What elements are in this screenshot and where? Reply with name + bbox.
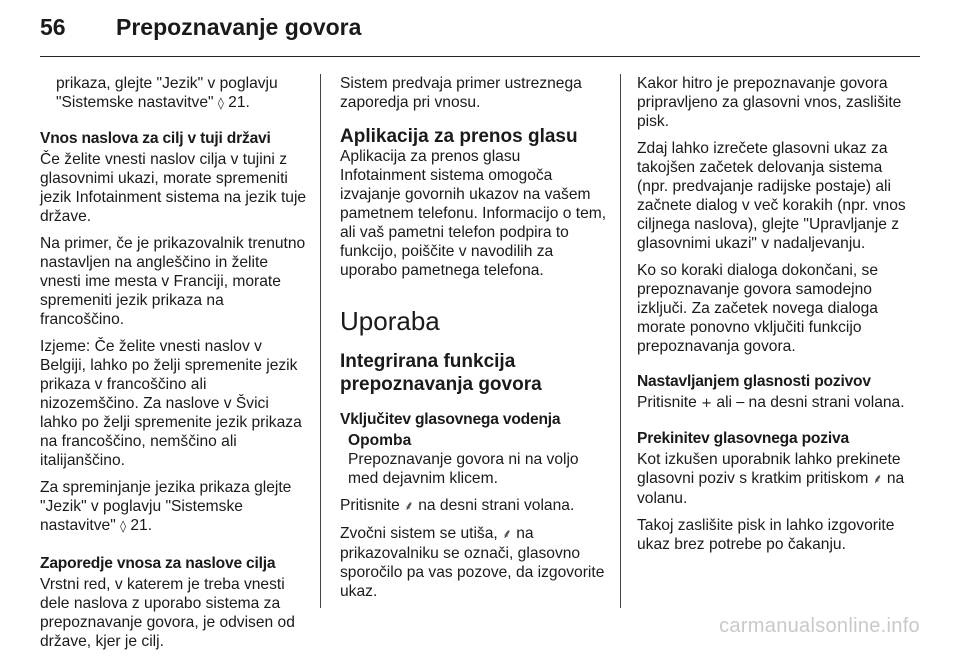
plus-icon: + bbox=[701, 396, 713, 411]
page-header bbox=[40, 14, 361, 48]
column-middle bbox=[340, 74, 608, 609]
page-title: Prepoznavanje govora bbox=[116, 14, 362, 40]
chapter-heading: Uporaba bbox=[340, 306, 440, 336]
reference-icon: ◊ bbox=[120, 519, 127, 533]
voice-control-icon: ⸙ bbox=[872, 472, 883, 487]
reference-icon: ◊ bbox=[217, 96, 224, 110]
paragraph: Na primer, če je prikazovalnik trenutno nastavljen na angleščino in želite vnesti ime mesta v Franciji, morate spremeniti jezik prikaza na francoščino. bbox=[40, 235, 306, 328]
section-heading: Prekinitev glasovnega poziva bbox=[637, 430, 849, 447]
paragraph: Kot izkušen uporabnik lahko prekinete glasovni poziv s kratkim pritiskom ⸙ na volanu. bbox=[637, 451, 905, 507]
section-heading: Zaporedje vnosa za naslove cilja bbox=[40, 555, 276, 572]
paragraph: Takoj zaslišite pisk in lahko izgovorite ukaz brez potrebe po čakanju. bbox=[637, 517, 895, 553]
paragraph: Za spreminjanje jezika prikaza glejte "Jezik" v poglavju "Sistemske nastavitve" ◊ 21. bbox=[40, 479, 292, 534]
minus-icon: ─ bbox=[736, 396, 745, 411]
voice-control-icon: ⸙ bbox=[502, 527, 512, 542]
paragraph: Vrstni red, v katerem je treba vnesti dele naslova z uporabo sistema za prepoznavanje govora, je odvisen od države, kjer je cilj. bbox=[40, 576, 295, 650]
exception-paragraph: Izjeme: Če želite vnesti naslov v Belgiji, lahko po želji spremenite jezik prikaza v francoščino ali nizozemščino. Za naslove v Švici lahko po želji spremenite jezik prikaza na francoščino, nemščino ali italijanščino. bbox=[40, 338, 302, 469]
note-body: Prepoznavanje govora ni na voljo med dejavnim klicem. bbox=[348, 451, 579, 487]
paragraph: Sistem predvaja primer ustreznega zaporedja pri vnosu. bbox=[340, 75, 582, 111]
column-right bbox=[637, 74, 909, 562]
paragraph: Aplikacija za prenos glasu Infotainment sistema omogoča izvajanje govornih ukazov na vašem pametnem telefonu. Informacijo o tem, ali vaš pametni telefon podpira to funkcijo, poiščite v navodilih za uporabo pametnega telefona. bbox=[340, 148, 607, 279]
section-heading: Integrirana funkcija prepoznavanja govora bbox=[340, 351, 542, 395]
column-divider bbox=[320, 74, 321, 608]
paragraph: Pritisnite + ali ─ na desni strani volana. bbox=[637, 394, 905, 411]
note-title: Opomba bbox=[348, 432, 412, 449]
section-heading: Aplikacija za prenos glasu bbox=[340, 126, 578, 147]
column-left bbox=[40, 74, 308, 659]
paragraph: Pritisnite ⸙ na desni strani volana. bbox=[340, 497, 575, 514]
watermark: carmanualsonline.info bbox=[719, 615, 920, 637]
page-number: 56 bbox=[40, 14, 66, 40]
section-heading: Nastavljanjem glasnosti pozivov bbox=[637, 373, 871, 390]
paragraph: Če želite vnesti naslov cilja v tujini z glasovnimi ukazi, morate spremeniti jezik Infotainment sistema na jezik tuje države. bbox=[40, 151, 307, 225]
paragraph: Ko so koraki dialoga dokončani, se prepoznavanje govora samodejno izključi. Za začetek novega dialoga morate ponovno vključiti funkcijo prepoznavanja govora. bbox=[637, 262, 878, 355]
voice-control-icon: ⸙ bbox=[404, 499, 414, 514]
paragraph: Zvočni sistem se utiša, ⸙ na prikazovalniku se označi, glasovno sporočilo pa vas pozove, da izgovorite ukaz. bbox=[340, 525, 605, 600]
intro-paragraph: prikaza, glejte "Jezik" v poglavju "Sistemske nastavitve" ◊ 21. bbox=[56, 75, 278, 111]
column-divider bbox=[620, 74, 621, 608]
subsection-heading: Vključitev glasovnega vodenja bbox=[340, 411, 561, 428]
paragraph: Zdaj lahko izrečete glasovni ukaz za takojšen začetek delovanja sistema (npr. predvajanje radijske postaje) ali začnete dialog v več korakih (npr. vnos ciljnega naslova), glejte "Upravljanje z glasovnimi ukazi" v nadaljevanju. bbox=[637, 140, 906, 252]
paragraph: Kakor hitro je prepoznavanje govora pripravljeno za glasovni vnos, zaslišite pisk. bbox=[637, 75, 902, 130]
section-heading: Vnos naslova za cilj v tuji državi bbox=[40, 130, 271, 147]
header-divider bbox=[40, 56, 920, 57]
